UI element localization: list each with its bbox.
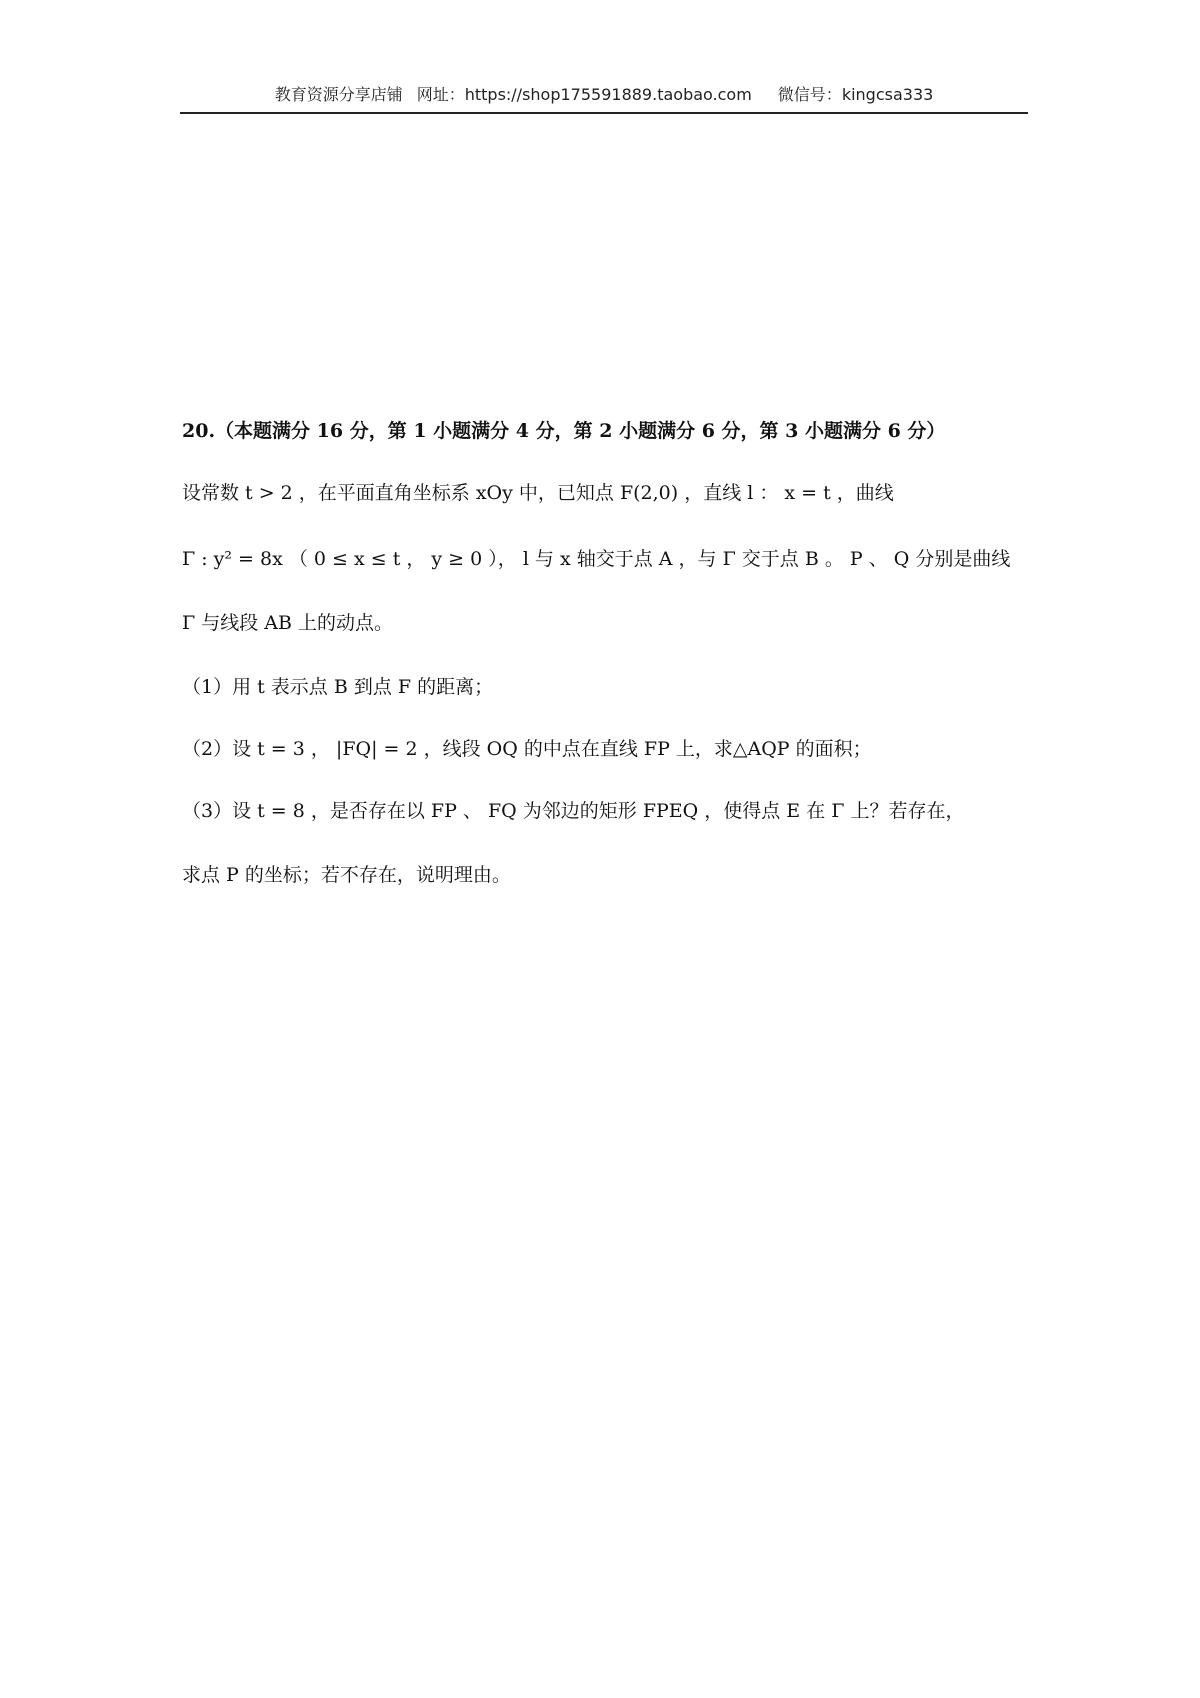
header-shop-name: 教育资源分享店铺	[274, 85, 403, 104]
problem-statement-line-1: 设常数 t > 2 ，在平面直角坐标系 xOy 中，已知点 F(2,0) ，直线 l ： x = t ，曲线	[182, 482, 894, 504]
header-url-label: 网址：	[416, 85, 465, 104]
header-url[interactable]: https://shop175591889.taobao.com	[464, 85, 752, 104]
problem-statement-line-2: Γ : y² = 8x （ 0 ≤ x ≤ t ， y ≥ 0 ）， l 与 x 轴交于点 A ，与 Γ 交于点 B 。 P 、 Q 分别是曲线	[182, 548, 1011, 570]
problem-title: 20.（本题满分 16 分，第 1 小题满分 4 分，第 2 小题满分 6 分，第 3 小题满分 6 分）	[182, 420, 946, 442]
problem-statement-line-3: Γ 与线段 AB 上的动点。	[182, 612, 393, 634]
sub-question-1: （1）用 t 表示点 B 到点 F 的距离；	[182, 676, 494, 698]
header-wechat: kingcsa333	[841, 85, 934, 104]
sub-question-3-line-2: 求点 P 的坐标；若不存在，说明理由。	[182, 864, 511, 886]
sub-question-3-line-1: （3）设 t = 8 ，是否存在以 FP 、 FQ 为邻边的矩形 FPEQ ，使得点 E 在 Γ 上？若存在，	[182, 800, 965, 822]
sub-question-2: （2）设 t = 3 ， |FQ| = 2 ，线段 OQ 的中点在直线 FP 上，求△AQP 的面积；	[182, 738, 872, 760]
page-header	[180, 82, 1028, 114]
header-wechat-label: 微信号：	[777, 85, 842, 104]
